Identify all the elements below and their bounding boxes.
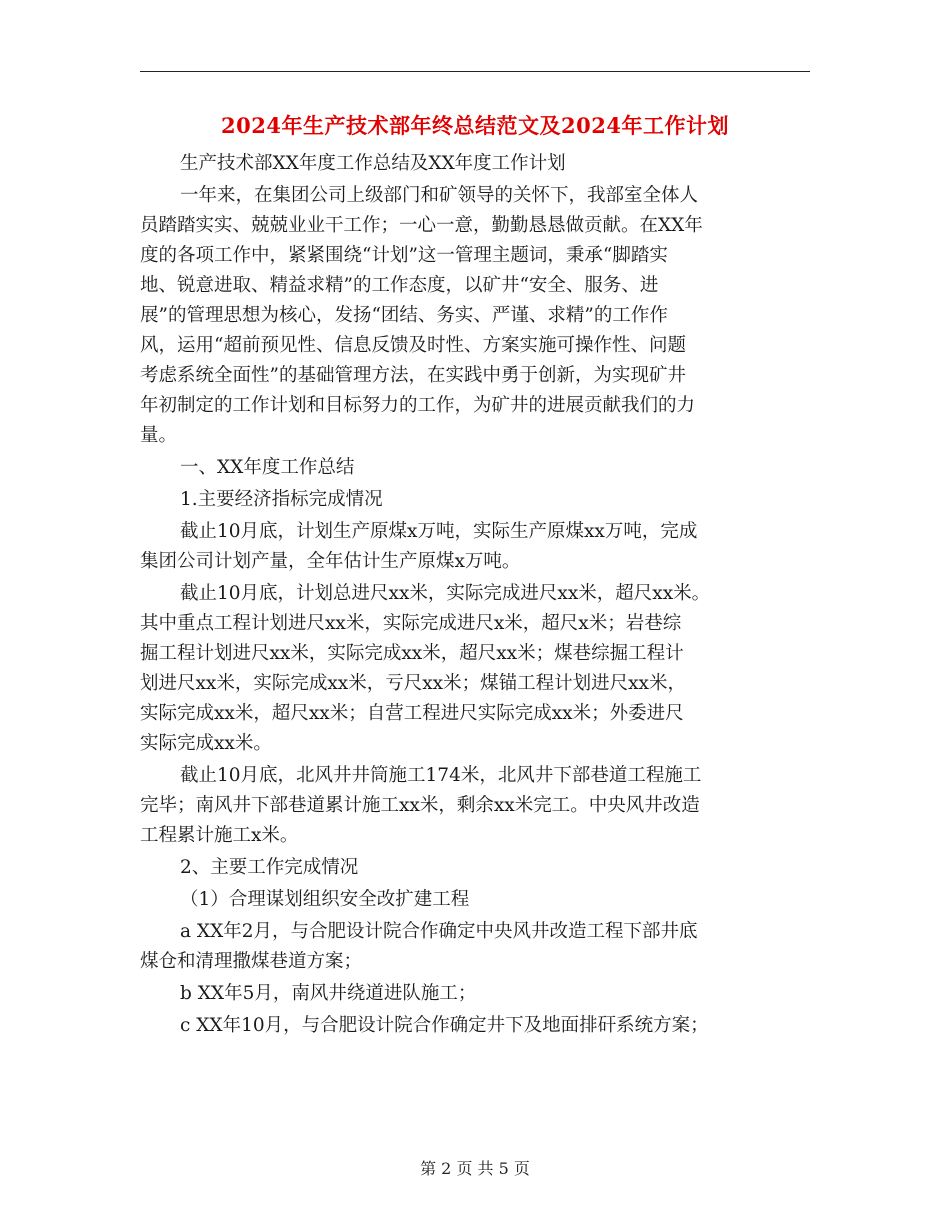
text-line: 一年来，在集团公司上级部门和矿领导的关怀下，我部室全体人 xyxy=(180,185,699,206)
text-line: 截止10月底，计划生产原煤x万吨，实际生产原煤xx万吨，完成 xyxy=(180,521,698,542)
paragraph xyxy=(140,149,810,179)
text-line: 展”的管理思想为核心，发扬“团结、务实、严谨、求精”的工作作 xyxy=(140,305,668,326)
text-line: 其中重点工程计划进尺xx米，实际完成进尺x米，超尺x米；岩巷综 xyxy=(140,613,682,634)
text-line: 生产技术部XX年度工作总结及XX年度工作计划 xyxy=(180,153,566,174)
paragraph xyxy=(140,453,810,483)
text-line: 掘工程计划进尺xx米，实际完成xx米，超尺xx米；煤巷综掘工程计 xyxy=(140,643,684,664)
text-line: 员踏踏实实、兢兢业业干工作；一心一意，勤勤恳恳做贡献。在XX年 xyxy=(140,215,703,236)
text-line: 划进尺xx米，实际完成xx米，亏尺xx米；煤锚工程计划进尺xx米， xyxy=(140,673,686,694)
text-line: 实际完成xx米。 xyxy=(140,733,272,754)
paragraph xyxy=(140,761,810,851)
text-line: 煤仓和清理撒煤巷道方案； xyxy=(140,951,363,972)
document-body xyxy=(140,149,810,1041)
text-line: 完毕；南风井下部巷道累计施工xx米，剩余xx米完工。中央风井改造 xyxy=(140,795,700,816)
document-title: 2024年生产技术部年终总结范文及2024年工作计划 xyxy=(221,113,729,138)
text-line: 实际完成xx米，超尺xx米；自营工程进尺实际完成xx米；外委进尺 xyxy=(140,703,684,724)
paragraph xyxy=(140,979,810,1009)
header-rule xyxy=(140,71,810,72)
paragraph xyxy=(140,853,810,883)
text-line: 2、主要工作完成情况 xyxy=(180,857,359,878)
text-line: 截止10月底，北风井井筒施工174米，北风井下部巷道工程施工 xyxy=(180,765,702,786)
text-line: 工程累计施工x米。 xyxy=(140,825,299,846)
text-line: a XX年2月，与合肥设计院合作确定中央风井改造工程下部井底 xyxy=(180,921,698,942)
paragraph xyxy=(140,579,810,759)
text-line: （1）合理谋划组织安全改扩建工程 xyxy=(180,889,470,910)
text-line: c XX年10月，与合肥设计院合作确定井下及地面排矸系统方案； xyxy=(180,1015,709,1036)
text-line: 一、XX年度工作总结 xyxy=(180,457,355,478)
text-line: 集团公司计划产量，全年估计生产原煤x万吨。 xyxy=(140,551,521,572)
text-line: b XX年5月，南风井绕道进队施工； xyxy=(180,983,477,1004)
paragraph xyxy=(140,181,810,451)
text-line: 量。 xyxy=(140,425,178,446)
text-line: 1.主要经济指标完成情况 xyxy=(180,489,383,510)
text-line: 风，运用“超前预见性、信息反馈及时性、方案实施可操作性、问题 xyxy=(140,335,686,356)
paragraph xyxy=(140,485,810,515)
text-line: 年初制定的工作计划和目标努力的工作，为矿井的进展贡献我们的力 xyxy=(140,395,696,416)
paragraph xyxy=(140,885,810,915)
text-line: 地、锐意进取、精益求精”的工作态度，以矿井“安全、服务、进 xyxy=(140,275,659,296)
text-line: 度的各项工作中，紧紧围绕“计划”这一管理主题词，秉承“脚踏实 xyxy=(140,245,668,266)
page-number: 第 2 页 共 5 页 xyxy=(420,1159,530,1178)
paragraph xyxy=(140,1011,810,1041)
paragraph xyxy=(140,917,810,977)
paragraph xyxy=(140,517,810,577)
text-line: 截止10月底，计划总进尺xx米，实际完成进尺xx米，超尺xx米。 xyxy=(180,583,711,604)
text-line: 考虑系统全面性”的基础管理方法，在实践中勇于创新，为实现矿井 xyxy=(140,365,686,386)
